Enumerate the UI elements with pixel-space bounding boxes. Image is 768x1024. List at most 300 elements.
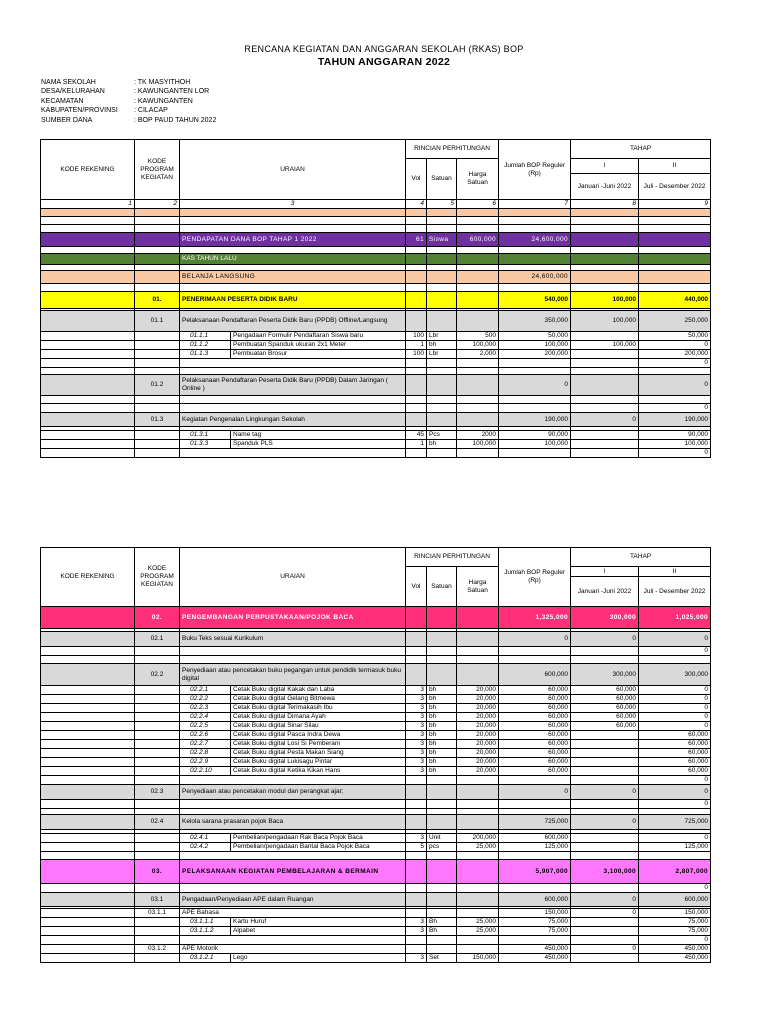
item-code: 02.2.10: [190, 767, 212, 774]
cell: [135, 359, 180, 368]
cell: [41, 647, 135, 656]
cell: [41, 884, 135, 893]
cell: [406, 254, 427, 265]
cell: PELAKSANAAN KEGIATAN PEMBELAJARAN & BERMAIN: [180, 860, 406, 884]
cell: [427, 785, 457, 800]
header-periode-2: Juli - Desember 2022: [639, 577, 711, 607]
cell: 3: [406, 927, 427, 936]
cell: [135, 647, 180, 656]
cell: [135, 350, 180, 359]
cell: [41, 860, 135, 884]
cell: [135, 254, 180, 265]
cell: [639, 271, 711, 284]
cell: [499, 225, 571, 233]
item-code: 03.1.1.2: [190, 927, 214, 934]
cell: [457, 404, 499, 413]
cell: [457, 815, 499, 830]
cell: [406, 368, 427, 375]
cell: [41, 722, 135, 731]
info-value: : BOP PAUD TAHUN 2022: [134, 116, 217, 124]
table-row: [41, 767, 711, 776]
cell: [406, 664, 427, 686]
cell: 75,000: [499, 918, 571, 927]
cell: [41, 368, 135, 375]
cell: [499, 800, 571, 809]
cell: 0: [639, 776, 711, 785]
cell: [406, 217, 427, 225]
cell: 440,000: [639, 292, 711, 309]
cell: [41, 292, 135, 309]
cell: [41, 225, 135, 233]
cell: Unit: [427, 834, 457, 843]
cell: [499, 396, 571, 404]
cell: 0: [639, 632, 711, 647]
item-code: 02.2.5: [190, 722, 209, 729]
cell: 24,600,000: [499, 271, 571, 284]
cell: [135, 233, 180, 247]
cell: Pengadaan/Penyediaan APE dalam Ruangan: [180, 893, 406, 907]
cell: [427, 632, 457, 647]
cell: [41, 449, 135, 458]
cell: 1: [406, 440, 427, 449]
cell: [41, 686, 135, 695]
table-row: [41, 225, 711, 233]
cell: 20,000: [457, 767, 499, 776]
cell: bh: [427, 740, 457, 749]
info-row: [41, 106, 216, 115]
cell: [180, 368, 406, 375]
cell: 60,000: [639, 749, 711, 758]
cell: 3: [406, 686, 427, 695]
cell: [41, 936, 135, 945]
cell: [180, 396, 406, 404]
cell: [180, 695, 406, 704]
cell: 3: [406, 704, 427, 713]
cell: [180, 656, 406, 664]
cell: PENDAPATAN DANA BOP TAHAP 1 2022: [180, 233, 406, 247]
table-row: [41, 341, 711, 350]
cell: 0: [639, 359, 711, 368]
cell: [180, 918, 406, 927]
cell: bh: [427, 695, 457, 704]
cell: [406, 209, 427, 217]
cell: 25,000: [457, 843, 499, 852]
cell: [571, 843, 639, 852]
cell: 300,000: [639, 664, 711, 686]
table-row: [41, 954, 711, 963]
cell: [571, 776, 639, 785]
cell: [427, 647, 457, 656]
cell: [427, 884, 457, 893]
cell: 600,000: [457, 233, 499, 247]
cell: [457, 413, 499, 427]
cell: [180, 884, 406, 893]
cell: [406, 656, 427, 664]
cell: 725,000: [499, 815, 571, 830]
cell: 0: [639, 341, 711, 350]
cell: 3: [406, 767, 427, 776]
cell: [639, 852, 711, 860]
cell: [571, 359, 639, 368]
cell: [41, 254, 135, 265]
cell: [427, 909, 457, 918]
cell: 0: [499, 785, 571, 800]
cell: 50,000: [639, 332, 711, 341]
cell: [499, 247, 571, 254]
cell: [135, 686, 180, 695]
info-row: [41, 87, 216, 96]
cell: [135, 695, 180, 704]
cell: Kelola sarana prasaran pojok Baca: [180, 815, 406, 830]
cell: [457, 893, 499, 907]
table-row: [41, 431, 711, 440]
table-row: [41, 284, 711, 292]
cell: [41, 271, 135, 284]
item-uraian: Alpabet: [230, 927, 255, 935]
cell: [499, 359, 571, 368]
cell: 3: [406, 722, 427, 731]
cell: PENERIMAAN PESERTA DIDIK BARU: [180, 292, 406, 309]
table-row: [41, 776, 711, 785]
table-row: [41, 731, 711, 740]
cell: [571, 884, 639, 893]
cell: [499, 217, 571, 225]
cell: 600,000: [499, 834, 571, 843]
item-uraian: Cetak Buku digital Losi Si Pemberani: [230, 740, 340, 748]
cell: [499, 884, 571, 893]
cell: [457, 217, 499, 225]
cell: [427, 254, 457, 265]
cell: 0: [571, 945, 639, 954]
cell: [135, 209, 180, 217]
cell: 125,000: [639, 843, 711, 852]
cell: [41, 404, 135, 413]
school-info: [41, 78, 216, 125]
item-code: 02.2.9: [190, 758, 209, 765]
cell: 450,000: [499, 954, 571, 963]
table-row: [41, 834, 711, 843]
cell: [427, 375, 457, 396]
cell: [571, 440, 639, 449]
info-row: [41, 116, 216, 125]
cell: [135, 731, 180, 740]
cell: [41, 927, 135, 936]
cell: [406, 449, 427, 458]
header-kode-program: KODE PROGRAM KEGIATAN: [135, 548, 180, 607]
cell: [135, 954, 180, 963]
cell: [180, 852, 406, 860]
cell: [457, 254, 499, 265]
cell: 540,000: [499, 292, 571, 309]
cell: [41, 396, 135, 404]
cell: [41, 893, 135, 907]
cell: [639, 368, 711, 375]
cell: 0: [571, 632, 639, 647]
cell: Siswa: [427, 233, 457, 247]
cell: 0: [571, 815, 639, 830]
cell: Pelaksanaan Pendaftaran Peserta Didik Baru (PPDB) Dalam Jaringan ( Online ): [180, 375, 406, 396]
cell: Lbr: [427, 332, 457, 341]
cell: [457, 359, 499, 368]
cell: 190,000: [639, 413, 711, 427]
cell: Bh: [427, 918, 457, 927]
cell: 450,000: [639, 954, 711, 963]
item-uraian: Cetak Buku digital Gelang Bitmewa: [230, 695, 335, 703]
header-periode-1: Januari -Juni 2022: [571, 577, 639, 607]
column-number: 1: [41, 200, 135, 209]
column-number: 2: [135, 200, 180, 209]
cell: 1,325,000: [499, 607, 571, 629]
cell: [180, 341, 406, 350]
cell: [457, 664, 499, 686]
cell: [41, 704, 135, 713]
table-row: [41, 927, 711, 936]
cell: 150,000: [639, 909, 711, 918]
cell: [406, 860, 427, 884]
cell: [406, 247, 427, 254]
cell: [427, 860, 457, 884]
cell: [427, 945, 457, 954]
cell: 60,000: [639, 731, 711, 740]
cell: Set: [427, 954, 457, 963]
cell: [571, 731, 639, 740]
cell: 0: [639, 800, 711, 809]
cell: 03.1.1: [135, 909, 180, 918]
cell: [639, 209, 711, 217]
cell: [571, 217, 639, 225]
cell: [457, 271, 499, 284]
cell: 02.: [135, 607, 180, 629]
cell: [499, 254, 571, 265]
item-uraian: Cetak Buku digital Pasca Indra Dewa: [230, 731, 340, 739]
cell: [135, 936, 180, 945]
table-row: [41, 918, 711, 927]
cell: [571, 927, 639, 936]
cell: 0: [639, 713, 711, 722]
item-code: 01.3.3: [190, 440, 209, 447]
cell: [406, 632, 427, 647]
cell: 300,000: [571, 664, 639, 686]
cell: [639, 247, 711, 254]
cell: [406, 413, 427, 427]
item-code: 03.1.2.1: [190, 954, 214, 961]
table-row: [41, 852, 711, 860]
header-tahap: TAHAP: [571, 548, 711, 567]
cell: bh: [427, 758, 457, 767]
table-row: [41, 945, 711, 954]
item-uraian: Cetak Buku digital Ketika Kikan Hans: [230, 767, 340, 775]
cell: [457, 852, 499, 860]
cell: [41, 843, 135, 852]
cell: [180, 332, 406, 341]
item-code: 02.4.1: [190, 834, 209, 841]
cell: [571, 449, 639, 458]
cell: [41, 758, 135, 767]
cell: [135, 722, 180, 731]
cell: [639, 396, 711, 404]
header-kode-rekening: KODE REKENING: [41, 140, 135, 200]
cell: 100,000: [499, 440, 571, 449]
cell: pcs: [427, 843, 457, 852]
cell: [427, 284, 457, 292]
cell: Penyediaan atau pencetakan modul dan perangkat ajar;: [180, 785, 406, 800]
item-uraian: Pembelian/pengadaan Bantal Baca Pojok Baca: [230, 843, 370, 851]
cell: [180, 359, 406, 368]
cell: 0: [571, 785, 639, 800]
cell: [406, 785, 427, 800]
cell: 02.3: [135, 785, 180, 800]
cell: 3: [406, 834, 427, 843]
cell: [571, 233, 639, 247]
cell: [41, 954, 135, 963]
table-row: [41, 368, 711, 375]
cell: BELANJA LANGSUNG: [180, 271, 406, 284]
cell: [457, 311, 499, 332]
cell: [427, 217, 457, 225]
header-periode-2: Juli - Desember 2022: [639, 174, 711, 200]
document-subtitle: TAHUN ANGGARAN 2022: [317, 56, 451, 68]
info-row: [41, 78, 216, 87]
table-row: [41, 271, 711, 284]
cell: [639, 225, 711, 233]
cell: [457, 884, 499, 893]
item-uraian: Cetak Buku digital Lukisagu Pintar: [230, 758, 332, 766]
cell: [41, 815, 135, 830]
cell: [180, 350, 406, 359]
cell: [406, 909, 427, 918]
header-tahap-2: II: [639, 567, 711, 577]
cell: 5: [406, 843, 427, 852]
table-row: [41, 749, 711, 758]
cell: [135, 800, 180, 809]
cell: 0: [639, 686, 711, 695]
cell: [135, 431, 180, 440]
cell: [427, 776, 457, 785]
cell: 0: [639, 785, 711, 800]
cell: APE Motorik: [180, 945, 406, 954]
info-label: KECAMATAN: [41, 97, 84, 105]
cell: [135, 704, 180, 713]
cell: [41, 413, 135, 427]
cell: 25,000: [457, 918, 499, 927]
cell: 450,000: [639, 945, 711, 954]
item-uraian: Pengadaan Formulir Pendaftaran Siswa baru: [230, 332, 363, 340]
cell: [406, 359, 427, 368]
cell: Penyediaan atau pencetakan buku pegangan untuk pendidik termasuk buku digital: [180, 664, 406, 686]
cell: Bh: [427, 927, 457, 936]
cell: [406, 404, 427, 413]
cell: 75,000: [639, 918, 711, 927]
cell: 190,000: [499, 413, 571, 427]
column-number-row: [41, 200, 711, 209]
item-code: 01.3.1: [190, 431, 209, 438]
cell: [427, 368, 457, 375]
table-row: [41, 704, 711, 713]
cell: 61: [406, 233, 427, 247]
cell: [571, 225, 639, 233]
table-row: [41, 656, 711, 664]
column-number: 3: [180, 200, 406, 209]
header-tahap-1: I: [571, 159, 639, 174]
cell: [135, 396, 180, 404]
table-row: [41, 647, 711, 656]
cell: bh: [427, 713, 457, 722]
cell: 60,000: [499, 767, 571, 776]
cell: [406, 311, 427, 332]
cell: [427, 247, 457, 254]
cell: 0: [639, 834, 711, 843]
kas-label: KAS TAHUN LALU: [180, 254, 406, 265]
info-row: [41, 97, 216, 106]
cell: [135, 404, 180, 413]
cell: [457, 632, 499, 647]
cell: 01.3: [135, 413, 180, 427]
cell: 600,000: [639, 893, 711, 907]
header-tahap-1: I: [571, 567, 639, 577]
table-row: [41, 440, 711, 449]
cell: 60,000: [639, 740, 711, 749]
cell: 60,000: [571, 686, 639, 695]
table-row: [41, 713, 711, 722]
cell: 02.1: [135, 632, 180, 647]
cell: [41, 233, 135, 247]
cell: [180, 284, 406, 292]
cell: 60,000: [499, 740, 571, 749]
cell: [571, 247, 639, 254]
cell: [180, 740, 406, 749]
header-satuan: Satuan: [427, 567, 457, 607]
cell: [41, 632, 135, 647]
cell: [427, 225, 457, 233]
cell: [41, 731, 135, 740]
cell: 01.: [135, 292, 180, 309]
cell: [135, 749, 180, 758]
cell: [571, 404, 639, 413]
cell: [457, 945, 499, 954]
cell: [180, 647, 406, 656]
table-row: [41, 607, 711, 629]
cell: [571, 758, 639, 767]
cell: 60,000: [571, 713, 639, 722]
cell: bh: [427, 704, 457, 713]
cell: [427, 209, 457, 217]
cell: 60,000: [499, 731, 571, 740]
cell: 20,000: [457, 695, 499, 704]
cell: 60,000: [499, 713, 571, 722]
cell: 200,000: [499, 350, 571, 359]
item-code: 01.1.3: [190, 350, 209, 357]
cell: 450,000: [499, 945, 571, 954]
cell: [135, 740, 180, 749]
cell: 0: [639, 404, 711, 413]
cell: [639, 284, 711, 292]
cell: [180, 247, 406, 254]
table-row: [41, 686, 711, 695]
cell: [180, 217, 406, 225]
cell: [406, 776, 427, 785]
cell: 02.2: [135, 664, 180, 686]
cell: [571, 350, 639, 359]
cell: 20,000: [457, 758, 499, 767]
cell: 03.1: [135, 893, 180, 907]
cell: [41, 909, 135, 918]
cell: [571, 375, 639, 396]
header-harga: Harga Satuan: [457, 159, 499, 200]
table-row: [41, 860, 711, 884]
cell: [571, 271, 639, 284]
cell: 20,000: [457, 740, 499, 749]
cell: 3: [406, 758, 427, 767]
